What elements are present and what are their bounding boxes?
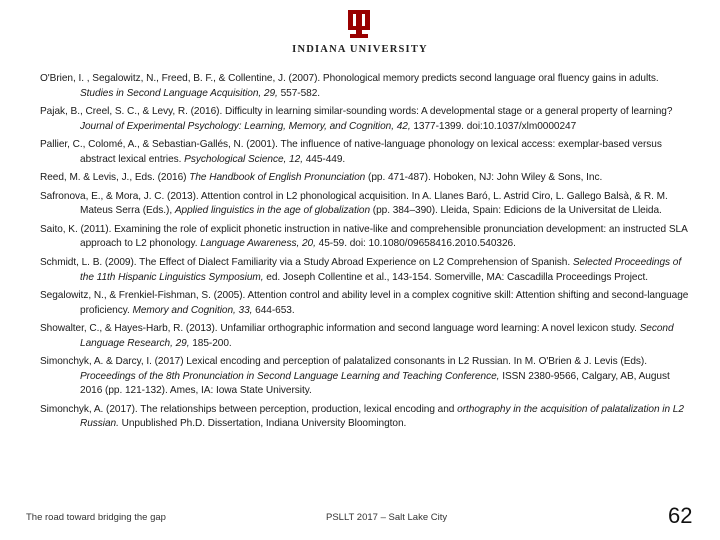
reference-entry: Showalter, C., & Hayes-Harb, R. (2013). Unfamiliar orthographic information and second language word learning: A novel lexicon study. Second Language Research, 29, 185-200.	[40, 323, 674, 349]
reference-entry: Safronova, E., & Mora, J. C. (2013). Attention control in L2 phonological acquisition. In A. Llanes Baró, L. Astrid Ciro, L. Gallego Balsà, & R. M. Mateus Serra (Eds.), Applied linguistics in the age of globalization (pp. 384–390). Lleida, Spain: Edicions de la Universitat de Lleida.	[40, 190, 668, 217]
reference-entry: Schmidt, L. B. (2009). The Effect of Dialect Familiarity via a Study Abroad Experience on L2 Comprehension of Spanish. Selected Proceedings of the 11th Hispanic Linguistics Symposium, ed. Joseph Collentine et al., 143-154. Somerville, MA: Cascadilla Proceedings Project.	[40, 257, 682, 283]
iu-trident-icon	[346, 10, 372, 38]
reference-entry: Segalowitz, N., & Frenkiel-Fishman, S. (2005). Attention control and ability level in a complex cognitive skill: Attention shifting and second-language proficiency. Memory and Cognition, 33, 644-653.	[40, 290, 689, 316]
reference-entry: O'Brien, I. , Segalowitz, N., Freed, B. F., & Collentine, J. (2007). Phonological memory predicts second language oral fluency gains in adults. Studies in Second Language Acquisition, 29, 557-582.	[40, 73, 659, 99]
page-number: 62	[668, 503, 693, 528]
reference-entry: Reed, M. & Levis, J., Eds. (2016) The Handbook of English Pronunciation (pp. 471-487). Hoboken, NJ: John Wiley & Sons, Inc.	[40, 172, 603, 184]
reference-entry: Simonchyk, A. (2017). The relationships between perception, production, lexical encoding and orthography in the acquisition of palatalization in L2 Russian. Unpublished Ph.D. Dissertation, Indiana University Bloomington.	[40, 403, 684, 430]
page-header	[0, 0, 720, 62]
reference-list	[40, 72, 690, 436]
reference-entry: Pallier, C., Colomé, A., & Sebastian-Gallés, N. (2001). The influence of native-language phonology on lexical access: exemplar-based versus abstract lexical entries. Psychological Science, 12, 445-449.	[40, 139, 662, 165]
reference-entry: Pajak, B., Creel, S. C., & Levy, R. (2016). Difficulty in learning similar-sounding words: A developmental stage or a general property of learning? Journal of Experimental Psychology: Learning, Memory, and Cognition, 42, 1377-1399. doi:10.1037/xlm0000247	[40, 106, 673, 132]
university-wordmark: INDIANA UNIVERSITY	[292, 44, 428, 55]
footer-presentation-title: The road toward bridging the gap	[26, 512, 166, 523]
reference-entry: Simonchyk, A. & Darcy, I. (2017) Lexical encoding and perception of palatalized consonants in L2 Russian. In M. O'Brien & J. Levis (Eds). Proceedings of the 8th Pronunciation in Second Language Learning and Teaching Conference, ISSN 2380-9566, Calgary, AB, August 2016 (pp. 121-132). Ames, IA: Iowa State University.	[40, 356, 670, 397]
footer-conference: PSLLT 2017 – Salt Lake City	[326, 512, 448, 523]
reference-entry: Saito, K. (2011). Examining the role of explicit phonetic instruction in native-like and comprehensible pronunciation development: an instructed SLA approach to L2 phonology. Language Awareness, 20, 45-59. doi: 10.1080/09658416.2010.540326.	[40, 223, 688, 250]
